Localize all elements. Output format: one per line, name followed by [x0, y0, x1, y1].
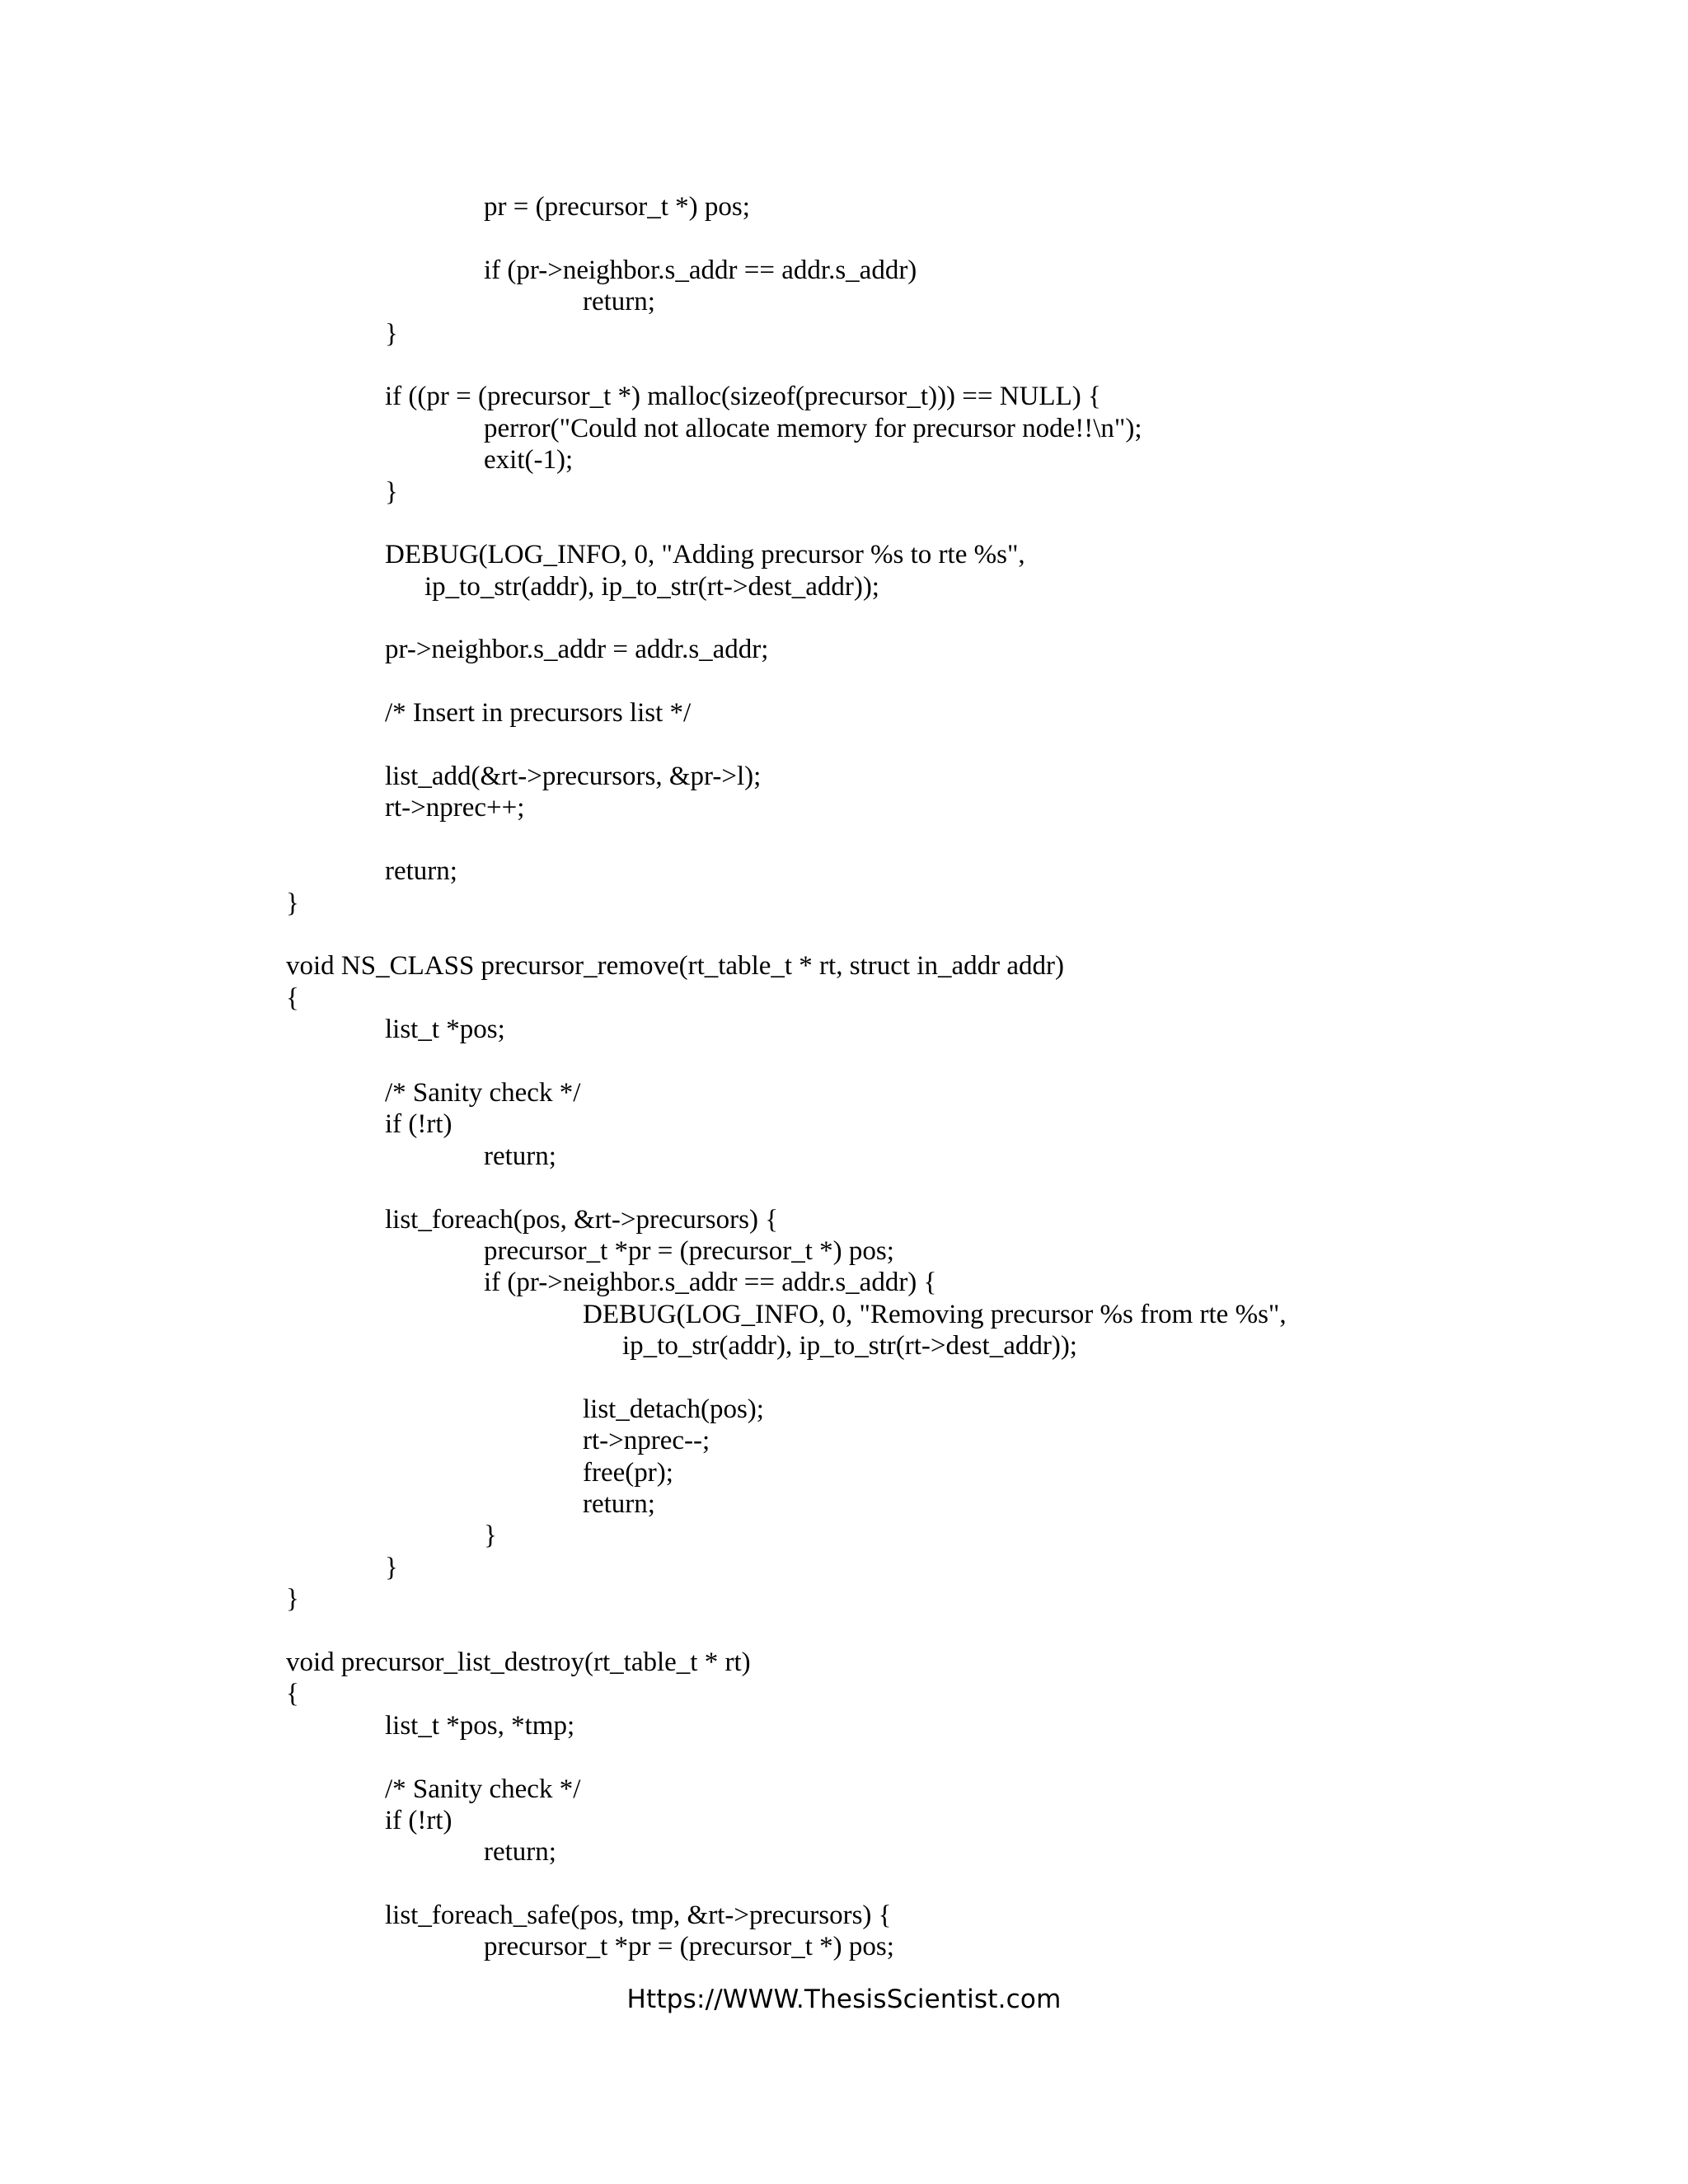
code-line [286, 1615, 1572, 1647]
code-line [286, 602, 1572, 634]
code-line: list_detach(pos); [583, 1394, 764, 1424]
code-line: { [286, 982, 299, 1013]
code-line: } [385, 1552, 398, 1582]
code-line: rt->nprec++; [385, 793, 525, 823]
code-line: } [484, 1521, 497, 1551]
code-line [286, 1361, 1572, 1393]
code-line [286, 1868, 1572, 1900]
code-line: exit(-1); [484, 445, 574, 476]
code-line: list_t *pos; [385, 1015, 505, 1045]
code-line: { [286, 1679, 299, 1709]
code-line: if (pr->neighbor.s_addr == addr.s_addr) [484, 255, 917, 285]
code-line [286, 824, 1572, 855]
code-line: DEBUG(LOG_INFO, 0, "Removing precursor %s from rte %s", [583, 1299, 1287, 1329]
code-line: /* Insert in precursors list */ [385, 698, 692, 729]
code-line [286, 919, 1572, 950]
code-line: void precursor_list_destroy(rt_table_t * rt) [286, 1647, 751, 1677]
code-line: pr = (precursor_t *) pos; [484, 192, 750, 222]
code-line: return; [484, 1837, 556, 1868]
code-line: /* Sanity check */ [385, 1774, 581, 1804]
code-line: if (pr->neighbor.s_addr == addr.s_addr) { [484, 1268, 937, 1298]
code-line: return; [484, 1141, 556, 1171]
code-line [286, 1172, 1572, 1203]
code-line: void NS_CLASS precursor_remove(rt_table_t * rt, struct in_addr addr) [286, 951, 1064, 982]
code-line: return; [385, 856, 457, 887]
code-line [286, 666, 1572, 697]
code-line [286, 1046, 1572, 1077]
code-line: return; [583, 287, 655, 317]
code-line [286, 729, 1572, 761]
code-line: DEBUG(LOG_INFO, 0, "Adding precursor %s to rte %s", [385, 540, 1025, 570]
code-line: } [385, 318, 398, 349]
code-line [286, 508, 1572, 539]
code-line: if (!rt) [385, 1109, 452, 1140]
code-line [286, 349, 1572, 381]
code-line: list_foreach_safe(pos, tmp, &rt->precursors) { [385, 1900, 892, 1931]
code-line: list_add(&rt->precursors, &pr->l); [385, 762, 762, 792]
code-listing [286, 191, 1572, 1963]
code-line: return; [583, 1489, 655, 1520]
code-line: precursor_t *pr = (precursor_t *) pos; [484, 1235, 894, 1266]
code-line: /* Sanity check */ [385, 1077, 581, 1108]
code-line: free(pr); [583, 1457, 673, 1488]
code-line: } [385, 476, 398, 507]
code-line: pr->neighbor.s_addr = addr.s_addr; [385, 635, 769, 665]
code-line: ip_to_str(addr), ip_to_str(rt->dest_addr)); [424, 571, 879, 602]
code-line [286, 223, 1572, 254]
code-line: if ((pr = (precursor_t *) malloc(sizeof(precursor_t))) == NULL) { [385, 382, 1101, 412]
code-line: ip_to_str(addr), ip_to_str(rt->dest_addr)); [622, 1331, 1077, 1361]
code-line: if (!rt) [385, 1805, 452, 1835]
footer-watermark: Https://WWW.ThesisScientist.com [626, 1985, 1062, 2014]
code-line: list_t *pos, *tmp; [385, 1710, 575, 1741]
code-line [286, 1741, 1572, 1773]
code-line: } [286, 888, 299, 918]
code-line: perror("Could not allocate memory for precursor node!!\n"); [484, 413, 1142, 443]
code-line: precursor_t *pr = (precursor_t *) pos; [484, 1932, 894, 1962]
code-line: } [286, 1584, 299, 1615]
code-line: rt->nprec--; [583, 1426, 710, 1456]
code-line: list_foreach(pos, &rt->precursors) { [385, 1204, 779, 1235]
